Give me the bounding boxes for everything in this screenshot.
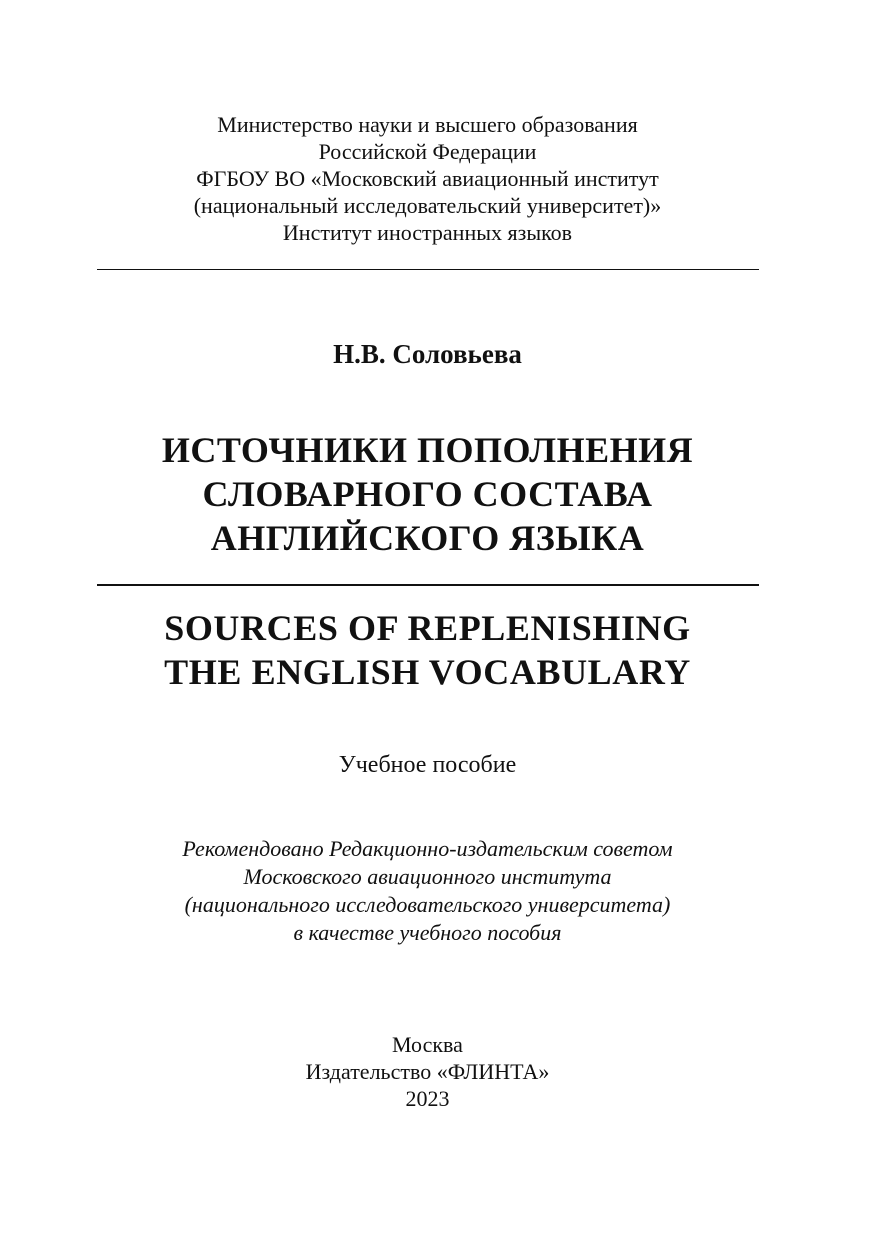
- institution-block: [0, 111, 855, 246]
- recommendation-line: Рекомендовано Редакционно-издательским советом: [182, 836, 673, 861]
- english-title-line: SOURCES OF REPLENISHING: [164, 608, 691, 648]
- recommendation-line: Московского авиационного института: [243, 864, 612, 889]
- russian-title-line: АНГЛИЙСКОГО ЯЗЫКА: [210, 518, 645, 558]
- english-title: [0, 606, 855, 694]
- institution-line: Министерство науки и высшего образования: [217, 112, 638, 137]
- institution-line: Российской Федерации: [318, 139, 537, 164]
- document-type: [0, 750, 855, 780]
- author-name: [0, 336, 855, 372]
- title-divider: [97, 584, 759, 586]
- publication-year: 2023: [405, 1086, 450, 1111]
- recommendation-block: [0, 835, 855, 947]
- russian-title-line: ИСТОЧНИКИ ПОПОЛНЕНИЯ: [161, 430, 694, 470]
- institution-line: (национальный исследовательский университет)»: [193, 193, 662, 218]
- publisher-block: [0, 1031, 855, 1112]
- publisher-name: Издательство «ФЛИНТА»: [305, 1059, 550, 1084]
- recommendation-line: (национального исследовательского университета): [184, 892, 671, 917]
- document-type-label: Учебное пособие: [338, 752, 517, 778]
- russian-title: [0, 428, 855, 560]
- institution-line: ФГБОУ ВО «Московский авиационный институт: [196, 166, 659, 191]
- top-divider: [97, 269, 759, 270]
- author-line: Н.В. Соловьева: [333, 339, 522, 369]
- russian-title-line: СЛОВАРНОГО СОСТАВА: [202, 474, 653, 514]
- recommendation-line: в качестве учебного пособия: [293, 920, 562, 945]
- english-title-line: THE ENGLISH VOCABULARY: [164, 652, 691, 692]
- publisher-city: Москва: [392, 1032, 463, 1057]
- institution-line: Институт иностранных языков: [282, 220, 573, 245]
